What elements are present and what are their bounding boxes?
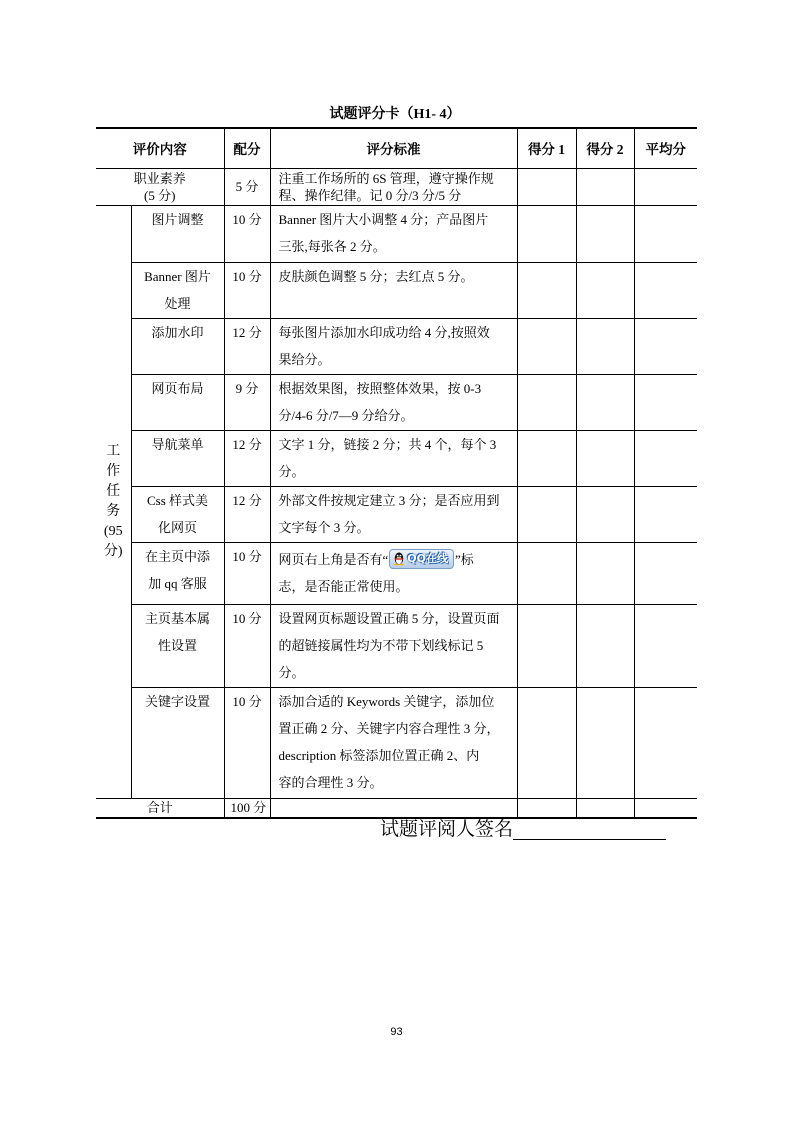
average-cell [634,604,697,687]
header-criteria: 评分标准 [270,128,517,168]
table-row [96,542,697,604]
score-2-cell [576,430,634,486]
score-2-cell [576,687,634,798]
item-points: 9 分 [224,374,270,430]
score-2-cell [576,262,634,318]
table-row [96,430,697,486]
item-criteria: Banner 图片大小调整 4 分；产品图片 三张,每张各 2 分。 [270,205,517,262]
item-criteria: 设置网页标题设置正确 5 分，设置页面 的超链接属性均为不带下划线标记 5 分。 [270,604,517,687]
total-criteria-cell [270,798,517,818]
item-name: 网页布局 [131,374,224,430]
item-criteria: 文字 1 分，链接 2 分；共 4 个，每个 3 分。 [270,430,517,486]
item-criteria: 每张图片添加水印成功给 4 分,按照效 果给分。 [270,318,517,374]
reviewer-signature [380,818,666,842]
score-2-cell [576,168,634,205]
header-score-1: 得分 1 [517,128,576,168]
qq-online-badge [389,549,454,569]
table-row [96,604,697,687]
item-points: 12 分 [224,486,270,542]
professional-points: 5 分 [224,168,270,205]
item-criteria [270,542,517,604]
item-name: 导航菜单 [131,430,224,486]
header-average: 平均分 [634,128,697,168]
table-row [96,687,697,798]
average-cell [634,798,697,818]
average-cell [634,374,697,430]
score-1-cell [517,542,576,604]
score-2-cell [576,318,634,374]
score-2-cell [576,798,634,818]
signature-label: 试题评阅人签名 [380,819,514,840]
item-criteria: 皮肤颜色调整 5 分；去红点 5 分。 [270,262,517,318]
average-cell [634,168,697,205]
item-name: 关键字设置 [131,687,224,798]
score-2-cell [576,205,634,262]
average-cell [634,318,697,374]
header-content: 评价内容 [96,128,224,168]
header-score-2: 得分 2 [576,128,634,168]
score-1-cell [517,430,576,486]
score-1-cell [517,604,576,687]
score-2-cell [576,604,634,687]
item-points: 10 分 [224,205,270,262]
item-name: 添加水印 [131,318,224,374]
item-points: 10 分 [224,604,270,687]
signature-line [513,819,666,840]
item-points: 12 分 [224,430,270,486]
score-1-cell [517,374,576,430]
table-row [96,318,697,374]
score-2-cell [576,374,634,430]
table-row [96,262,697,318]
document-title: 试题评分卡（H1- 4） [329,107,461,122]
scoring-table [96,127,697,819]
table-row [96,205,697,262]
score-2-cell [576,542,634,604]
total-points: 100 分 [224,798,270,818]
item-name: 主页基本属 性设置 [131,604,224,687]
score-1-cell [517,687,576,798]
score-1-cell [517,318,576,374]
qq-penguin-icon [393,551,405,566]
professional-criteria: 注重工作场所的 6S 管理，遵守操作规 程、操作纪律。记 0 分/3 分/5 分 [270,168,517,205]
professional-name: 职业素养 (5 分) [96,168,224,205]
average-cell [634,205,697,262]
header-row [96,128,697,168]
item-points: 12 分 [224,318,270,374]
header-points: 配分 [224,128,270,168]
score-1-cell [517,486,576,542]
score-1-cell [517,205,576,262]
total-label: 合计 [96,798,224,818]
criteria-text-after: ”标 志，是否能正常使用。 [278,551,474,594]
score-1-cell [517,798,576,818]
table-row [96,374,697,430]
score-2-cell [576,486,634,542]
table-row [96,486,697,542]
average-cell [634,486,697,542]
item-criteria: 添加合适的 Keywords 关键字，添加位 置正确 2 分、关键字内容合理性 3 分， description 标签添加位置正确 2、内 容的合理性 3 分。 [270,687,517,798]
table-row-professional [96,168,697,205]
work-tasks-label: 工 作 任 务 (95 分) [96,205,131,798]
average-cell [634,262,697,318]
item-criteria: 根据效果图，按照整体效果，按 0-3 分/4-6 分/7—9 分给分。 [270,374,517,430]
item-points: 10 分 [224,262,270,318]
item-points: 10 分 [224,542,270,604]
item-criteria: 外部文件按规定建立 3 分；是否应用到 文字每个 3 分。 [270,486,517,542]
score-1-cell [517,168,576,205]
page-number: 93 [390,1026,403,1038]
item-name: 图片调整 [131,205,224,262]
item-name: Css 样式美 化网页 [131,486,224,542]
average-cell [634,542,697,604]
qq-badge-label: QQ在线 [407,552,448,566]
item-name: 在主页中添 加 qq 客服 [131,542,224,604]
score-1-cell [517,262,576,318]
table-row-total [96,798,697,818]
criteria-text-before: 网页右上角是否有“ [278,551,389,567]
average-cell [634,687,697,798]
average-cell [634,430,697,486]
item-name: Banner 图片 处理 [131,262,224,318]
item-points: 10 分 [224,687,270,798]
